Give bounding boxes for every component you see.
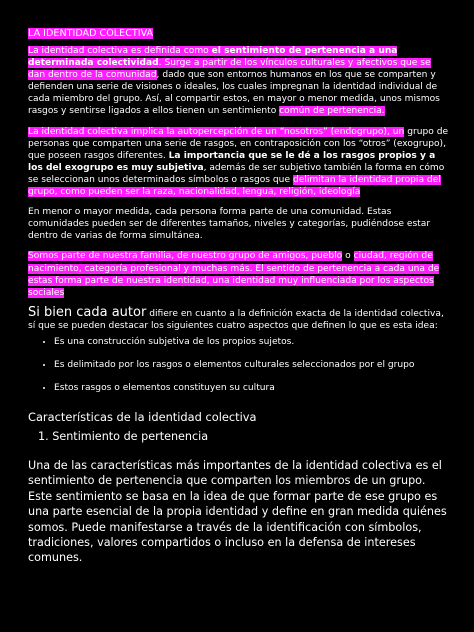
- p5-lead: Si bien cada autor: [28, 304, 147, 320]
- p1-body: , dado que son entornos humanos en los que se comparten y defienden una serie de visiones o ideales, los cuales impregnan la identidad individual de cada miembro del grupo. Así, al compartir estos, en mayor o menor medida, unos mismos rasgos y sentirse ligados a ellos tienen un sentimiento: [28, 70, 440, 117]
- p1-origin: Surge a partir de los vínculos culturales y afectivos que se dan dentro de la comunidad: [28, 58, 431, 81]
- section-heading: Características de la identidad colectiva: [28, 409, 257, 424]
- p4-or: o: [342, 251, 354, 262]
- paragraph-definition: [28, 45, 450, 118]
- list-item: • Es una construcción subjetiva de los propios sujetos.: [54, 336, 450, 348]
- p1-lead: La identidad colectiva es definida como: [28, 46, 212, 56]
- paragraph-endogroup: [28, 126, 450, 199]
- p2-lead: La identidad colectiva implica la autopercepción de un “nosotros” (endogrupo), un: [28, 126, 405, 137]
- p2-body2: , además de ser subjetivo también la forma en cómo se seleccionan unos determinados símbolos o rasgos que: [28, 162, 445, 185]
- paragraph-authors: [28, 304, 450, 332]
- p1-bold-definition: el sentimiento de pertenencia a una determinada colectividad: [28, 46, 398, 69]
- p1-dot: .: [158, 58, 162, 69]
- paragraph-belonging: Una de las características más importantes de la identidad colectiva es el sentimiento de pertenencia que comparten los miembros de un grupo. Este sentimiento se basa en la idea de que formar parte de ese grupo es una parte esencial de la propia identidad y define en gran medida quiénes somos. Puede manifestarse a través de la identificación con símbolos, tradiciones, valores compartidos o incluso en la defensa de intereses comunes.: [28, 458, 447, 565]
- paragraph-communities: En menor o mayor medida, cada persona forma parte de una comunidad. Estas comunidades pueden ser de diferentes tamaños, niveles y categorías, pudiéndose estar dentro de varias de forma simultánea.: [28, 207, 431, 242]
- p2-body: grupo de personas que comparten una serie de rasgos, en contraposición con los “otros” (exogrupo), que poseen rasgos diferentes.: [28, 126, 449, 161]
- subsection-heading: 1. Sentimiento de pertenencia: [38, 429, 209, 443]
- aspects-list: [28, 336, 450, 394]
- p4-friends: amigos, pueblo: [272, 251, 343, 262]
- p2-end: delimitan la identidad propia del grupo, como pueden ser la raza, nacionalidad, lengua, religión, ideología: [28, 174, 441, 198]
- p5-body: difiere en cuanto a la definición exacta de la identidad colectiva, sí que se pueden destacar los siguientes cuatro aspectos que definen lo que es esta idea:: [28, 308, 444, 331]
- title-highlight: LA IDENTIDAD COLECTIVA: [28, 28, 154, 39]
- p4-lead: Somos parte de nuestra familia, de nuestro grupo de: [28, 251, 273, 262]
- p1-end: común de pertenencia.: [279, 106, 385, 117]
- list-item: • Es delimitado por los rasgos o elementos culturales seleccionados por el grupo: [54, 359, 450, 371]
- p2-bold: La importancia que se le dé a los rasgos propios y a los del exogrupo es muy subjetiva: [28, 150, 436, 173]
- list-item: • Estos rasgos o elementos constituyen su cultura: [54, 382, 450, 394]
- document-title: [28, 28, 450, 40]
- paragraph-family: [28, 250, 450, 298]
- p4-end: ciudad, región de nacimiento, categoría profesional y muchas más. El sentido de pertenencia a cada una de estas forma parte de nuestra identidad, una identidad muy influenciada por los aspectos sociales: [28, 251, 440, 298]
